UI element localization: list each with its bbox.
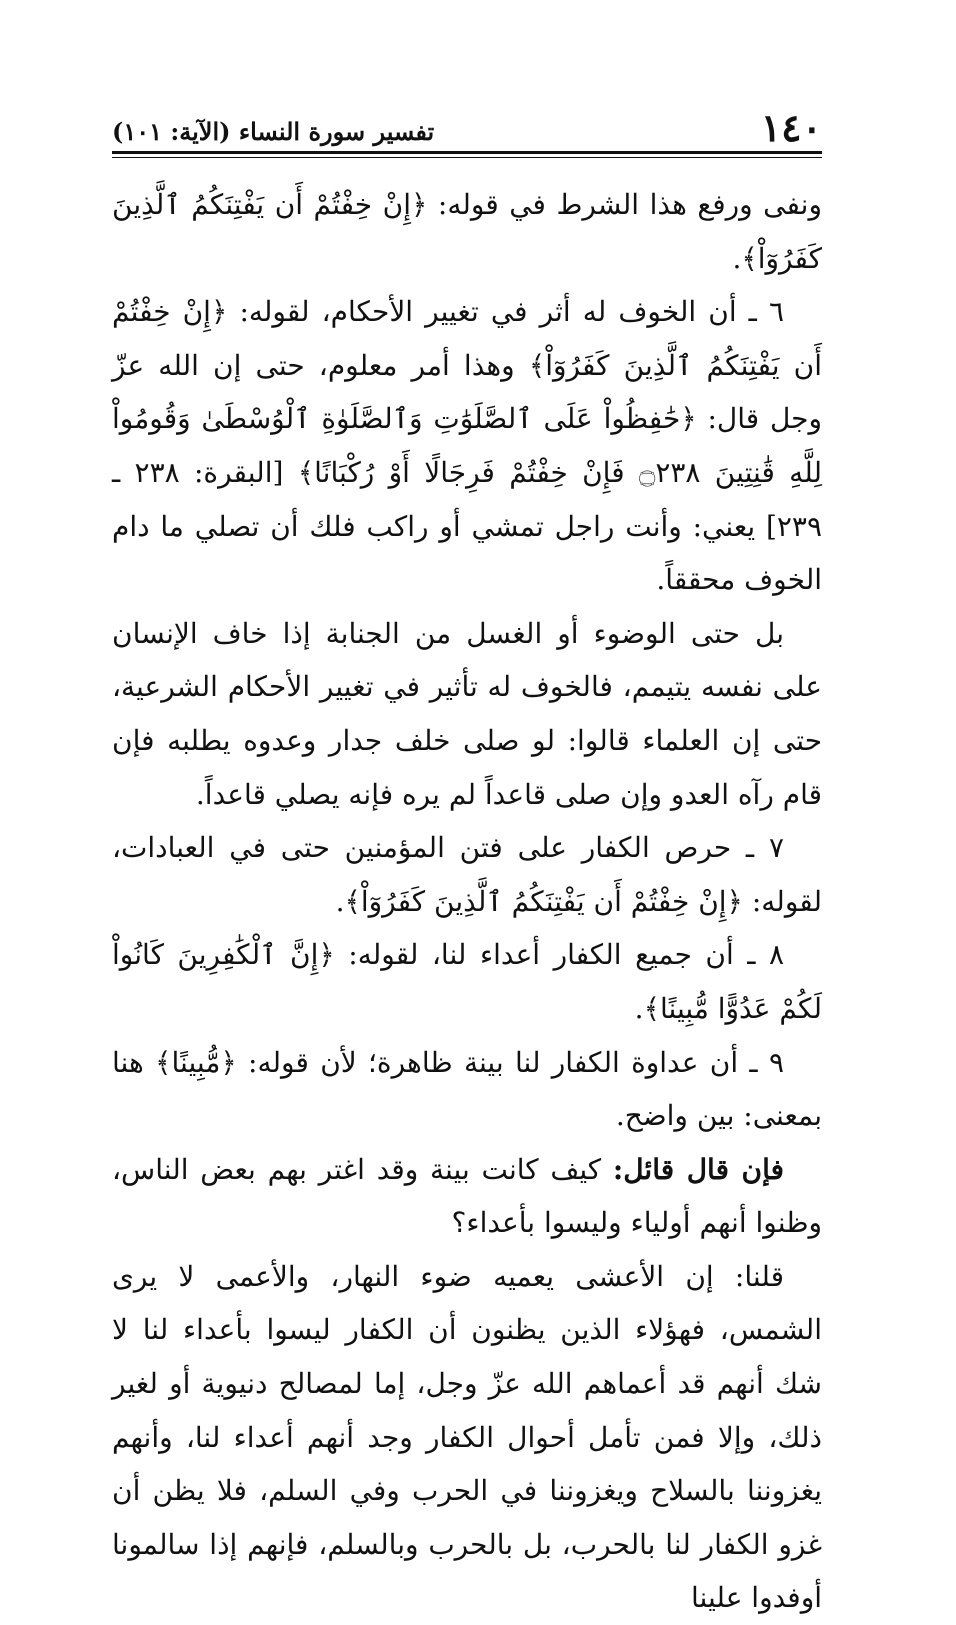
page-body xyxy=(112,178,822,1625)
page-header xyxy=(112,105,822,150)
question-text: كيف كانت بينة وقد اغتر بهم بعض الناس، وظنوا أنهم أولياء وليسوا بأعداء؟ xyxy=(112,1152,822,1240)
paragraph-7 xyxy=(112,1143,822,1250)
header-rule-thick xyxy=(112,151,822,154)
paragraph-3: بل حتى الوضوء أو الغسل من الجنابة إذا خاف الإنسان على نفسه يتيمم، فالخوف له تأثير في تغيير الأحكام الشرعية، حتى إن العلماء قالوا: لو صلى خلف جدار وعدوه يطلبه فإن قام رآه العدو وإن صلى قاعداً لم يره فإنه يصلي قاعداً. xyxy=(112,616,822,811)
paragraph-4: ٧ ـ حرص الكفار على فتن المؤمنين حتى في العبادات، لقوله: ﴿إِنْ خِفْتُمْ أَن يَفْتِنَكُمُ ٱلَّذِينَ كَفَرُوٓاْ﴾. xyxy=(112,831,822,918)
question-lead: فإن قال قائل: xyxy=(612,1152,785,1186)
paragraph-8: قلنا: إن الأعشى يعميه ضوء النهار، والأعمى لا يرى الشمس، فهؤلاء الذين يظنون أن الكفار ليسوا بأعداء لنا لا شك أنهم قد أعماهم الله عزّ وجل، إما لمصالح دنيوية أو لغير ذلك، وإلا فمن تأمل أحوال الكفار وجد أنهم أعداء لنا، وأنهم يغزوننا بالسلاح ويغزوننا في الحرب وفي السلم، فلا يظن أن غزو الكفار لنا بالحرب، بل بالحرب وبالسلم، فإنهم إذا سالمونا أوفدوا علينا xyxy=(112,1259,822,1615)
header-rule-thin xyxy=(112,157,822,158)
page-number: ١٤٠ xyxy=(760,105,822,150)
paragraph-1: ونفى ورفع هذا الشرط في قوله: ﴿إِنْ خِفْتُمْ أَن يَفْتِنَكُمُ ٱلَّذِينَ كَفَرُوٓاْ﴾. xyxy=(112,188,822,275)
paragraph-6: ٩ ـ أن عداوة الكفار لنا بينة ظاهرة؛ لأن قوله: ﴿مُّبِينًا﴾ هنا بمعنى: بين واضح. xyxy=(112,1045,822,1133)
paragraph-2: ٦ ـ أن الخوف له أثر في تغيير الأحكام، لقوله: ﴿إِنْ خِفْتُمْ أَن يَفْتِنَكُمُ ٱلَّذِينَ كَفَرُوٓاْ﴾ وهذا أمر معلوم، حتى إن الله عزّ وجل قال: ﴿حَٰفِظُواْ عَلَى ٱلصَّلَوَٰتِ وَٱلصَّلَوٰةِ ٱلْوُسْطَىٰ وَقُومُواْ لِلَّهِ قَٰنِتِينَ ۝٢٣٨ فَإِنْ خِفْتُمْ فَرِجَالًا أَوْ رُكْبَانًا﴾ [البقرة: ٢٣٨ ـ ٢٣٩] يعني: وأنت راجل تمشي أو راكب فلك أن تصلي ما دام الخوف محققاً. xyxy=(112,295,822,597)
running-title: تفسير سورة النساء (الآية: ١٠١) xyxy=(112,117,435,146)
paragraph-5: ٨ ـ أن جميع الكفار أعداء لنا، لقوله: ﴿إِنَّ ٱلْكَٰفِرِينَ كَانُواْ لَكُمْ عَدُوًّا مُّبِينًا﴾. xyxy=(112,938,822,1025)
